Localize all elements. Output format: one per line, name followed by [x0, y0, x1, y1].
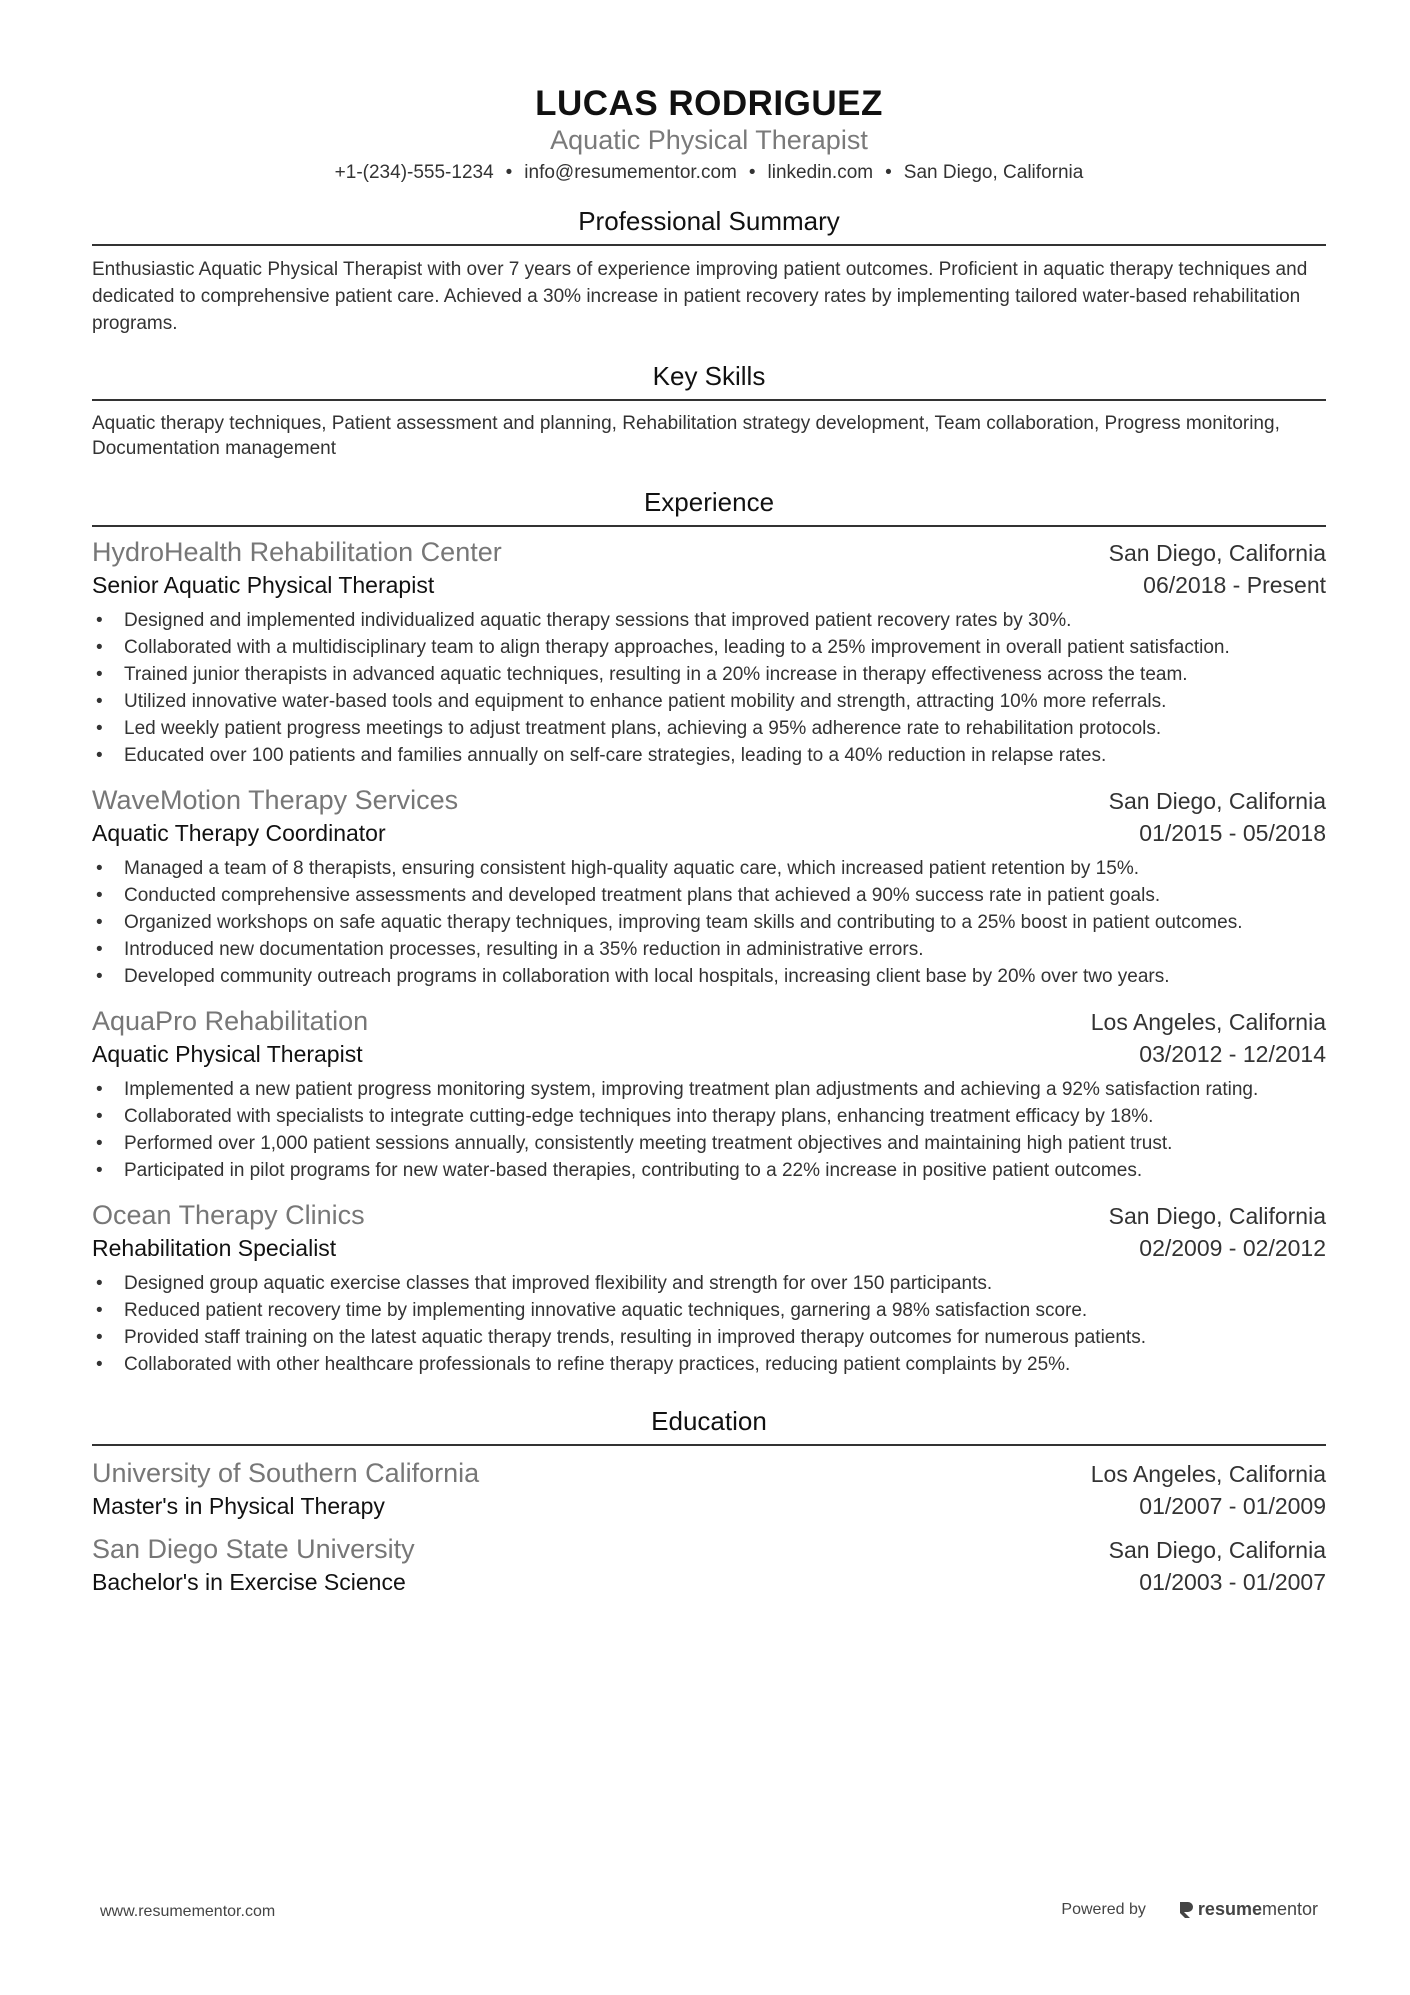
school-location: Los Angeles, California [1090, 1461, 1326, 1487]
bullet-item: • Participated in pilot programs for new water-based therapies, contributing to a 22% increase in positive patient outcomes. [92, 1157, 1326, 1184]
contact-phone: +1-(234)-555-1234 [334, 162, 494, 183]
job-dates: 03/2012 - 12/2014 [1139, 1041, 1326, 1067]
job-dates: 01/2015 - 05/2018 [1139, 820, 1326, 846]
job-entry [92, 1004, 1326, 1184]
bullet-item: • Utilized innovative water-based tools and equipment to enhance patient mobility and strength, attracting 10% more referrals. [92, 688, 1326, 715]
contact-separator: • [505, 162, 513, 183]
degree: Master's in Physical Therapy [92, 1493, 385, 1519]
company-name: Ocean Therapy Clinics [92, 1200, 365, 1230]
contact-location: San Diego, California [903, 162, 1084, 183]
school-name: University of Southern California [92, 1458, 480, 1488]
education-entry [92, 1532, 1326, 1598]
job-location: San Diego, California [1108, 1203, 1326, 1229]
section-title: Professional Summary [578, 206, 840, 236]
education-dates: 01/2007 - 01/2009 [1139, 1493, 1326, 1519]
job-location: San Diego, California [1108, 788, 1326, 814]
bullet-item: • Introduced new documentation processes, resulting in a 35% reduction in administrative errors. [92, 936, 1326, 963]
footer-branding [1061, 1899, 1318, 1920]
bullet-item: • Collaborated with a multidisciplinary team to align therapy approaches, leading to a 25% improvement in overall patient satisfaction. [92, 634, 1326, 661]
bullet-item: • Collaborated with other healthcare professionals to refine therapy practices, reducing patient complaints by 25%. [92, 1351, 1326, 1378]
brand-name-light: mentor [1261, 1899, 1318, 1919]
company-name: HydroHealth Rehabilitation Center [92, 537, 502, 567]
summary-text: Enthusiastic Aquatic Physical Therapist with over 7 years of experience improving patient outcomes. Proficient in aquatic therapy techniques and dedicated to comprehensive patient care. Achieved a 30% increase in patient recovery rates by implementing tailored water-based rehabilitation programs. [92, 259, 1308, 334]
section-divider [92, 525, 1326, 527]
bullet-item: • Designed group aquatic exercise classes that improved flexibility and strength for over 150 participants. [92, 1270, 1326, 1297]
bullet-item: • Managed a team of 8 therapists, ensuring consistent high-quality aquatic care, which increased patient retention by 15%. [92, 855, 1326, 882]
contact-linkedin[interactable]: linkedin.com [767, 162, 874, 183]
job-location: San Diego, California [1108, 540, 1326, 566]
experience-section [92, 485, 1326, 1378]
job-entry [92, 1198, 1326, 1378]
job-bullets [92, 1270, 1326, 1378]
job-role: Senior Aquatic Physical Therapist [92, 572, 435, 598]
job-location: Los Angeles, California [1090, 1009, 1326, 1035]
bullet-item: • Implemented a new patient progress monitoring system, improving treatment plan adjustments and achieving a 92% satisfaction rating. [92, 1076, 1326, 1103]
education-section [92, 1404, 1326, 1598]
section-title: Key Skills [652, 361, 766, 391]
bullet-item: • Designed and implemented individualized aquatic therapy sessions that improved patient recovery rates by 30%. [92, 607, 1326, 634]
bullet-item: • Collaborated with specialists to integrate cutting-edge techniques into therapy plans, enhancing treatment efficacy by 18%. [92, 1103, 1326, 1130]
job-entry [92, 783, 1326, 990]
bullet-item: • Led weekly patient progress meetings to adjust treatment plans, achieving a 95% adherence rate to rehabilitation protocols. [92, 715, 1326, 742]
resumementor-logo-icon [1178, 1900, 1194, 1920]
section-divider [92, 399, 1326, 401]
resume-page [92, 0, 1326, 1598]
bullet-item: • Educated over 100 patients and families annually on self-care strategies, leading to a 40% reduction in relapse rates. [92, 742, 1326, 769]
degree: Bachelor's in Exercise Science [92, 1569, 406, 1595]
bullet-item: • Conducted comprehensive assessments and developed treatment plans that achieved a 90% success rate in patient goals. [92, 882, 1326, 909]
skills-section [92, 359, 1326, 461]
section-divider [92, 1444, 1326, 1446]
job-role: Aquatic Therapy Coordinator [92, 820, 386, 846]
job-bullets [92, 855, 1326, 990]
section-title: Education [651, 1406, 767, 1436]
brand-name-bold: resume [1197, 1899, 1262, 1919]
job-bullets [92, 1076, 1326, 1184]
section-title: Experience [643, 487, 775, 517]
resume-header [92, 84, 1326, 186]
bullet-item: • Organized workshops on safe aquatic therapy techniques, improving team skills and contributing to a 25% boost in patient outcomes. [92, 909, 1326, 936]
education-dates: 01/2003 - 01/2007 [1139, 1569, 1326, 1595]
company-name: AquaPro Rehabilitation [92, 1006, 369, 1036]
contact-separator: • [748, 162, 756, 183]
job-role: Rehabilitation Specialist [92, 1235, 337, 1261]
contact-separator: • [885, 162, 892, 183]
contact-email[interactable]: info@resumementor.com [524, 162, 737, 183]
job-role: Aquatic Physical Therapist [92, 1041, 363, 1067]
job-entry [92, 535, 1326, 769]
footer-website-link[interactable]: www.resumementor.com [100, 1903, 276, 1920]
section-divider [92, 244, 1326, 246]
job-dates: 02/2009 - 02/2012 [1139, 1235, 1326, 1261]
bullet-item: • Performed over 1,000 patient sessions annually, consistently meeting treatment objectives and maintaining high patient trust. [92, 1130, 1326, 1157]
company-name: WaveMotion Therapy Services [92, 785, 459, 815]
candidate-name: LUCAS RODRIGUEZ [535, 84, 883, 123]
education-entry [92, 1456, 1326, 1522]
contact-line [92, 160, 1326, 186]
resumementor-logo[interactable] [1178, 1899, 1318, 1920]
job-dates: 06/2018 - Present [1143, 572, 1326, 598]
summary-section [92, 204, 1326, 337]
bullet-item: • Trained junior therapists in advanced aquatic techniques, resulting in a 20% increase in therapy effectiveness across the team. [92, 661, 1326, 688]
powered-by-label: Powered by [1061, 1900, 1146, 1918]
school-name: San Diego State University [92, 1534, 415, 1564]
bullet-item: • Reduced patient recovery time by implementing innovative aquatic techniques, garnering a 98% satisfaction score. [92, 1297, 1326, 1324]
skills-text: Aquatic therapy techniques, Patient assessment and planning, Rehabilitation strategy development, Team collaboration, Progress monitoring, Documentation management [92, 413, 1280, 459]
school-location: San Diego, California [1108, 1537, 1326, 1563]
bullet-item: • Developed community outreach programs in collaboration with local hospitals, increasing client base by 20% over two years. [92, 963, 1326, 990]
bullet-item: • Provided staff training on the latest aquatic therapy trends, resulting in improved therapy outcomes for numerous patients. [92, 1324, 1326, 1351]
candidate-title: Aquatic Physical Therapist [550, 125, 868, 155]
job-bullets [92, 607, 1326, 769]
